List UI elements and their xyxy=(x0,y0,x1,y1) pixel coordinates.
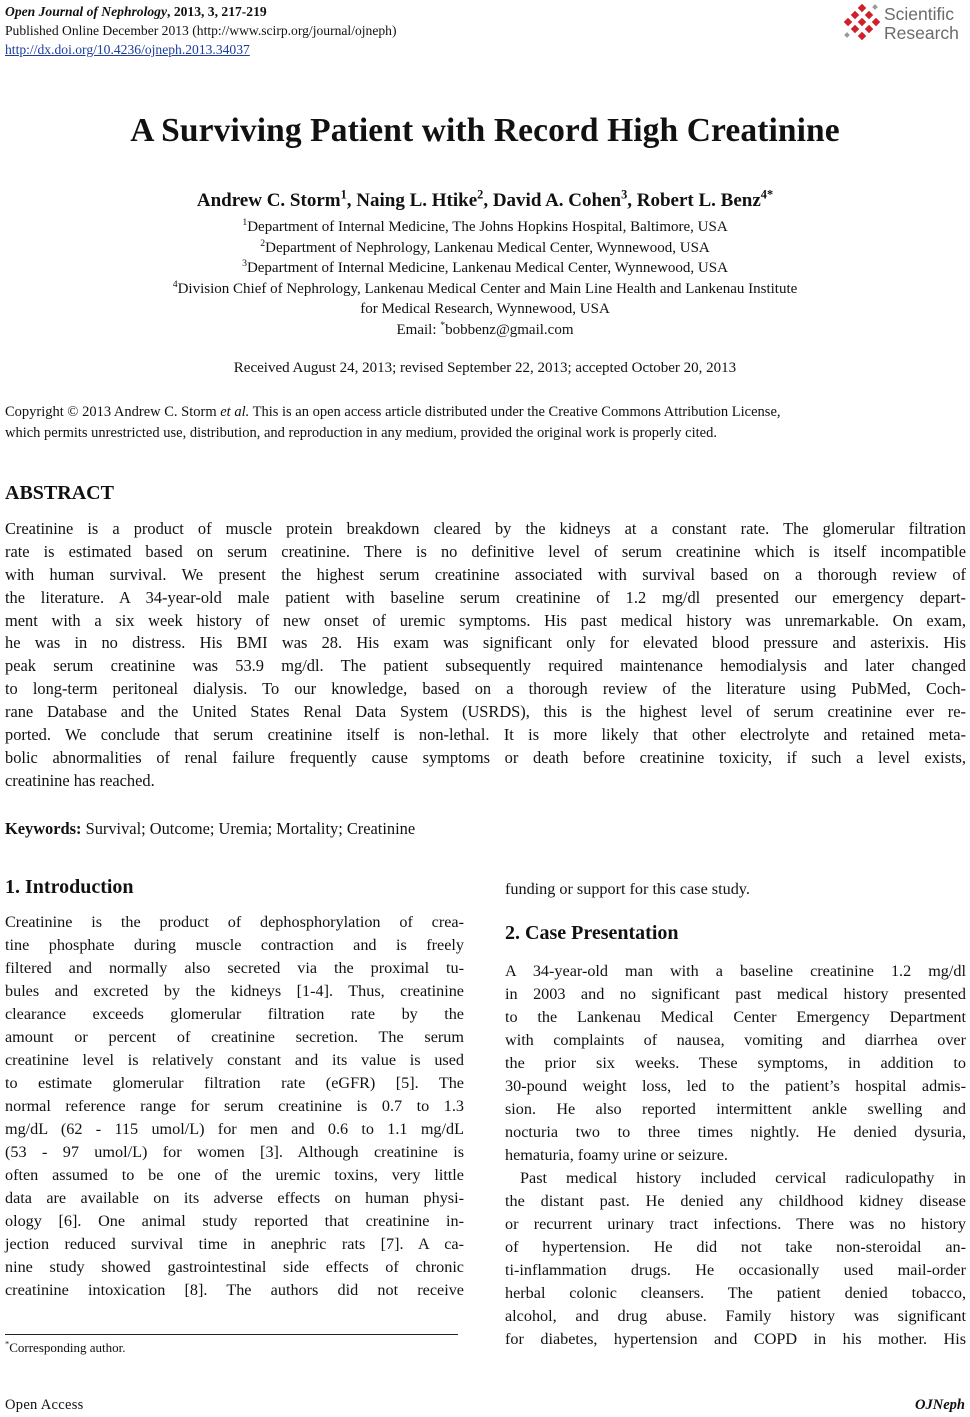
publisher-name-line1: Scientific xyxy=(884,4,955,24)
affiliation-text: Department of Internal Medicine, The Johns Hopkins Hospital, Baltimore, USA xyxy=(247,219,728,235)
intro-line: mg/dL (62 - 115 umol/L) for men and 0.6 to 1.1 mg/dL xyxy=(5,1120,464,1138)
case-line: 30-pound weight loss, led to the patient’s hospital admis- xyxy=(505,1077,966,1095)
publisher-logo xyxy=(842,4,966,44)
case-heading: 2. Case Presentation xyxy=(505,922,679,944)
abstract-line: Creatinine is a product of muscle protein breakdown cleared by the kidneys at a constant rate. The glomerular filtration xyxy=(5,519,966,538)
email-line xyxy=(0,320,970,341)
footnote-divider xyxy=(5,1334,458,1335)
footer-journal: OJNeph xyxy=(915,1397,965,1413)
affiliations xyxy=(0,217,970,341)
case-line: sion. He also reported intermittent ankle swelling and xyxy=(505,1100,966,1118)
footnote-sup: * xyxy=(5,1338,10,1349)
intro-body xyxy=(5,911,464,1302)
case-line: Past medical history included cervical radiculopathy in xyxy=(520,1169,966,1187)
case-line: ti-inflammation drugs. He occasionally used mail-order xyxy=(505,1261,966,1279)
copyright-line2: which permits unrestricted use, distribution, and reproduction in any medium, provided the original work is properly cited. xyxy=(5,425,717,441)
affiliation xyxy=(0,258,970,279)
intro-line: nine study showed gastrointestinal side effects of chronic xyxy=(5,1258,464,1276)
intro-line: tine phosphate during muscle contraction and is freely xyxy=(5,936,464,954)
intro-heading: 1. Introduction xyxy=(5,876,134,898)
case-line: nocturia two to three times nightly. He denied dysuria, xyxy=(505,1123,966,1141)
keywords-label: Keywords: xyxy=(5,819,82,838)
abstract-line: the literature. A 34-year-old male patient with baseline serum creatinine of 1.2 mg/dl presented our emergency depart- xyxy=(5,587,966,607)
author-name: Naing L. Htike xyxy=(356,190,478,211)
affiliation-sup: 3 xyxy=(242,258,247,270)
paper-title: A Surviving Patient with Record High Creatinine xyxy=(130,112,840,149)
abstract-line: ported. We conclude that serum creatinine itself is non-lethal. It is more likely that other electrolyte and retained meta- xyxy=(5,725,966,745)
case-line: hematuria, foamy urine or seizure. xyxy=(505,1146,728,1164)
case-body xyxy=(505,960,966,1351)
intro-continued-line: funding or support for this case study. xyxy=(505,880,750,898)
author-name: David A. Cohen xyxy=(492,190,622,211)
abstract-line: bolic abnormalities of renal failure frequently cause symptoms or death before creatinine toxicity, if such a level exists, xyxy=(5,747,966,767)
intro-line: creatinine intoxication [8]. The authors did not receive xyxy=(5,1281,464,1299)
case-line: A 34-year-old man with a baseline creatinine 1.2 mg/dl xyxy=(505,962,966,980)
journal-header xyxy=(5,2,397,59)
case-line: alcohol, and drug abuse. Family history was significant xyxy=(505,1307,966,1325)
copyright-post: This is an open access article distributed under the Creative Commons Attribution License, xyxy=(249,404,781,420)
affiliation-text: Division Chief of Nephrology, Lankenau Medical Center and Main Line Health and Lankenau Institute xyxy=(177,280,798,297)
intro-line: amount or percent of creatinine secretion. The serum xyxy=(5,1028,464,1046)
author-separator: , xyxy=(346,190,357,211)
journal-volume: , 2013, 3, 217-219 xyxy=(167,4,267,19)
case-line: the distant past. He denied any childhood kidney disease xyxy=(505,1192,966,1210)
intro-line: data are available on its adverse effects on human physi- xyxy=(5,1189,464,1207)
author-name: Robert L. Benz xyxy=(636,190,761,211)
affiliation-sup: 4 xyxy=(172,278,178,290)
abstract-line: to long-term peritoneal dialysis. To our knowledge, based on a thorough review of the literature using PubMed, Coch- xyxy=(5,679,966,699)
case-line: with complaints of nausea, vomiting and diarrhea over xyxy=(505,1031,966,1049)
copyright-pre: Copyright © 2013 Andrew C. Storm xyxy=(5,404,221,420)
abstract-heading: ABSTRACT xyxy=(5,482,114,504)
abstract-line: peak serum creatinine was 53.9 mg/dl. The patient subsequently required maintenance hemodialysis and later changed xyxy=(5,656,966,676)
affiliation xyxy=(0,299,970,320)
author-sup: 1 xyxy=(340,187,347,202)
intro-line: bules and excreted by the kidneys [1-4]. Thus, creatinine xyxy=(5,982,464,1000)
author-list xyxy=(0,187,970,212)
case-line: for diabetes, hypertension and COPD in his mother. His xyxy=(505,1330,966,1348)
author-name: Andrew C. Storm xyxy=(196,190,341,211)
intro-line: ology [6]. One animal study reported that creatinine in- xyxy=(5,1212,464,1230)
email-label: Email: xyxy=(396,321,441,338)
author-sup: 4* xyxy=(760,187,774,202)
publisher-logo-icon xyxy=(842,4,882,44)
footnote-text: Corresponding author. xyxy=(9,1340,126,1355)
email-address[interactable]: bobbenz@gmail.com xyxy=(445,321,574,338)
intro-line: normal reference range for serum creatinine is 0.7 to 1.3 xyxy=(5,1097,464,1115)
author-separator: , xyxy=(627,190,637,211)
affiliation-text: for Medical Research, Wynnewood, USA xyxy=(360,301,610,318)
affiliation-text: Department of Nephrology, Lankenau Medical Center, Wynnewood, USA xyxy=(265,239,710,256)
abstract-line: with human survival. We present the highest serum creatinine associated with survival based on a thorough review of xyxy=(5,564,966,584)
abstract-line: he was in no distress. His BMI was 28. His exam was significant only for elevated blood pressure and asterixis. His xyxy=(5,633,966,653)
author-sup: 2 xyxy=(477,187,484,202)
intro-line: clearance exceeds glomerular filtration rate by the xyxy=(5,1005,464,1023)
published-line: Published Online December 2013 (http://www.scirp.org/journal/ojneph) xyxy=(5,23,397,38)
abstract-body xyxy=(5,518,966,793)
publisher-name xyxy=(884,5,959,43)
case-line: to the Lankenau Medical Center Emergency Department xyxy=(505,1008,966,1026)
abstract-line: rane Database and the United States Renal Data System (USRDS), this is the highest level of serum creatinine ever re- xyxy=(5,702,966,722)
author-separator: , xyxy=(483,190,493,211)
publisher-name-line2: Research xyxy=(884,23,959,43)
affiliation-sup: 2 xyxy=(260,237,266,249)
author-sup: 3 xyxy=(621,187,628,202)
intro-line: creatinine level is relatively constant and its value is used xyxy=(5,1051,464,1069)
case-line: in 2003 and no significant past medical history presented xyxy=(505,985,966,1003)
copyright-notice xyxy=(5,402,967,444)
copyright-etal: et al. xyxy=(220,404,250,420)
case-line: herbal colonic cleansers. The patient denied tobacco, xyxy=(505,1284,966,1302)
case-line: of hypertension. He did not take non-steroidal an- xyxy=(505,1238,966,1256)
intro-line: jection reduced survival time in anephric rats [7]. A ca- xyxy=(5,1235,464,1253)
intro-line: Creatinine is the product of dephosphorylation of crea- xyxy=(5,913,464,931)
affiliation xyxy=(0,238,970,259)
footer-open-access: Open Access xyxy=(5,1397,84,1413)
case-line: the prior six weeks. These symptoms, in addition to xyxy=(505,1054,966,1072)
keywords-text: Survival; Outcome; Uremia; Mortality; Creatinine xyxy=(81,819,416,838)
journal-name: Open Journal of Nephrology xyxy=(5,4,168,19)
abstract-line: creatinine has reached. xyxy=(5,770,155,790)
affiliation xyxy=(0,279,970,300)
keywords xyxy=(5,819,415,839)
footnote xyxy=(5,1340,125,1356)
email-sup: * xyxy=(440,319,446,331)
intro-line: to estimate glomerular filtration rate (eGFR) [5]. The xyxy=(5,1074,464,1092)
abstract-line: ment with a six week history of new onset of uremic symptoms. His past medical history was unremarkable. On exam, xyxy=(5,610,966,630)
affiliation-text: Department of Internal Medicine, Lankenau Medical Center, Wynnewood, USA xyxy=(246,260,728,277)
intro-line: often assumed to be one of the uremic toxins, very little xyxy=(5,1166,464,1184)
journal-citation xyxy=(5,2,397,21)
abstract-line: rate is estimated based on serum creatinine. There is no definitive level of serum creatinine which is itself incompatible xyxy=(5,541,966,561)
received-dates: Received August 24, 2013; revised September 22, 2013; accepted October 20, 2013 xyxy=(233,360,737,376)
intro-continued xyxy=(505,878,966,901)
affiliation-sup: 1 xyxy=(242,217,248,228)
intro-line: filtered and normally also secreted via the proximal tu- xyxy=(5,959,464,977)
doi-link[interactable]: http://dx.doi.org/10.4236/ojneph.2013.34037 xyxy=(5,42,250,57)
affiliation xyxy=(0,217,970,238)
case-line: or recurrent urinary tract infections. There was no history xyxy=(505,1215,966,1233)
intro-line: (53 - 97 umol/L) for women [3]. Although creatinine is xyxy=(5,1143,464,1161)
affiliation-list xyxy=(0,217,970,320)
